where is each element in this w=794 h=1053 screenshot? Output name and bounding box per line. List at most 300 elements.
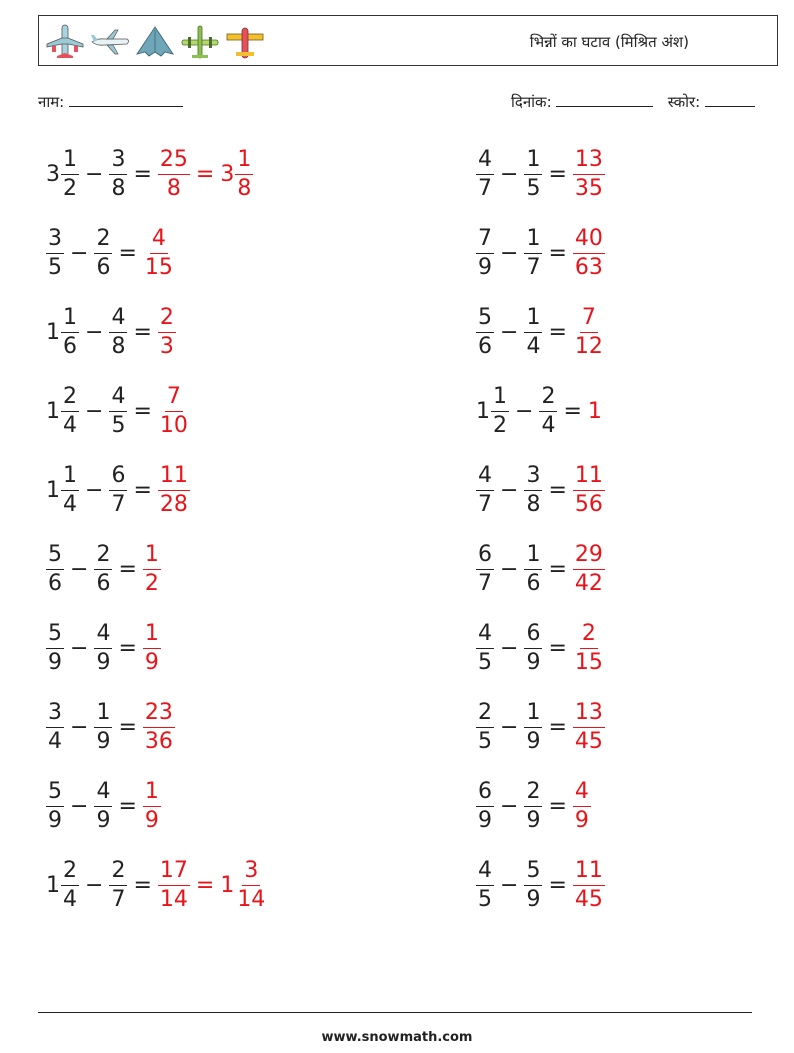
mixed-number (573, 778, 591, 833)
mixed-number (476, 383, 509, 438)
denominator: 8 (166, 175, 181, 201)
denominator: 15 (574, 649, 603, 675)
answer-equals-sign: = (195, 161, 215, 187)
mixed-number (476, 304, 494, 359)
numerator: 13 (573, 149, 605, 175)
equals-sign: = (118, 635, 137, 661)
denominator: 7 (478, 175, 492, 201)
answer-equals-sign: = (195, 872, 215, 898)
minus-sign: − (500, 319, 519, 345)
equals-sign: = (118, 556, 137, 582)
fraction (94, 778, 112, 833)
numerator: 3 (46, 702, 64, 728)
problem-item (476, 143, 605, 205)
denominator: 9 (526, 807, 541, 833)
mixed-number (573, 462, 605, 517)
fraction (524, 620, 542, 675)
fraction (524, 304, 542, 359)
numerator: 2 (539, 386, 557, 412)
equals-sign: = (548, 793, 567, 819)
date-score-fields (511, 92, 755, 112)
fraction (573, 620, 605, 675)
numerator: 7 (165, 386, 183, 412)
equals-sign: = (548, 556, 567, 582)
equals-sign: = (133, 872, 152, 898)
equals-sign: = (548, 161, 567, 187)
equals-sign: = (118, 240, 137, 266)
denominator: 4 (63, 412, 77, 438)
fraction (143, 778, 161, 833)
denominator: 63 (574, 254, 603, 280)
equals-sign: = (548, 477, 567, 503)
mixed-number (573, 620, 605, 675)
problem-item (476, 617, 605, 679)
denominator: 9 (96, 728, 111, 754)
fraction (109, 383, 127, 438)
answer (143, 620, 161, 675)
numerator: 2 (94, 228, 112, 254)
mixed-number (476, 462, 494, 517)
fraction (158, 383, 190, 438)
fraction (143, 699, 175, 754)
denominator: 7 (478, 570, 492, 596)
fraction (476, 225, 494, 280)
fraction (61, 462, 79, 517)
numerator: 3 (46, 228, 64, 254)
answer (158, 857, 267, 912)
numerator: 17 (158, 860, 190, 886)
minus-sign: − (500, 793, 519, 819)
numerator: 1 (143, 623, 161, 649)
mixed-number (94, 541, 112, 596)
problem-item (46, 775, 161, 837)
answer (573, 146, 605, 201)
denominator: 9 (48, 649, 62, 675)
mixed-number (46, 699, 64, 754)
minus-sign: − (500, 240, 519, 266)
numerator: 2 (580, 623, 598, 649)
denominator: 6 (63, 333, 77, 359)
numerator: 1 (524, 544, 542, 570)
jet-plane-icon (89, 22, 131, 62)
answer (158, 146, 253, 201)
denominator: 7 (111, 886, 126, 912)
denominator: 5 (526, 175, 541, 201)
mixed-number (46, 857, 79, 912)
minus-sign: − (70, 240, 89, 266)
problem-item (46, 617, 161, 679)
numerator: 40 (573, 228, 605, 254)
minus-sign: − (85, 161, 104, 187)
equals-sign: = (548, 319, 567, 345)
numerator: 4 (476, 860, 494, 886)
numerator: 1 (491, 386, 509, 412)
equals-sign: = (118, 714, 137, 740)
numerator: 1 (524, 307, 542, 333)
numerator: 2 (476, 702, 494, 728)
answer (143, 699, 175, 754)
numerator: 3 (242, 860, 260, 886)
problem-item (476, 222, 605, 284)
mixed-number (94, 620, 112, 675)
fraction (476, 304, 494, 359)
equals-sign: = (548, 240, 567, 266)
numerator: 2 (158, 307, 176, 333)
answer (573, 304, 605, 359)
minus-sign: − (70, 714, 89, 740)
denominator: 45 (574, 728, 603, 754)
denominator: 5 (111, 412, 126, 438)
minus-sign: − (85, 398, 104, 424)
numerator: 5 (46, 623, 64, 649)
denominator: 4 (63, 491, 77, 517)
problem-item (476, 696, 605, 758)
denominator: 8 (111, 175, 126, 201)
footer-url: www.snowmath.com (321, 1030, 473, 1045)
numerator: 4 (109, 386, 127, 412)
mixed-number (109, 304, 127, 359)
numerator: 2 (61, 386, 79, 412)
fraction (573, 699, 605, 754)
numerator: 5 (524, 860, 542, 886)
denominator: 7 (478, 491, 492, 517)
fraction (573, 304, 605, 359)
denominator: 2 (63, 175, 77, 201)
equals-sign: = (548, 635, 567, 661)
name-field (38, 92, 183, 112)
whole-part: 3 (220, 161, 235, 187)
fraction (476, 620, 494, 675)
minus-sign: − (85, 319, 104, 345)
denominator: 9 (526, 728, 541, 754)
numerator: 5 (46, 781, 64, 807)
answer (158, 383, 190, 438)
numerator: 29 (573, 544, 605, 570)
minus-sign: − (70, 635, 89, 661)
problem-item (46, 143, 253, 205)
fraction (158, 146, 190, 201)
denominator: 8 (237, 175, 252, 201)
denominator: 4 (541, 412, 556, 438)
fraction (61, 857, 79, 912)
minus-sign: − (70, 793, 89, 819)
fraction (524, 462, 542, 517)
answer (158, 304, 176, 359)
answer (573, 225, 605, 280)
fraction (524, 778, 542, 833)
equals-sign: = (563, 398, 582, 424)
fraction (476, 146, 494, 201)
fraction (524, 699, 542, 754)
fraction (94, 620, 112, 675)
equals-sign: = (548, 872, 567, 898)
minus-sign: − (500, 477, 519, 503)
answer (143, 541, 161, 596)
denominator: 8 (111, 333, 126, 359)
fraction (61, 383, 79, 438)
numerator: 11 (573, 465, 605, 491)
minus-sign: − (500, 872, 519, 898)
numerator: 6 (476, 781, 494, 807)
fraction (46, 225, 64, 280)
equals-sign: = (133, 161, 152, 187)
denominator: 9 (526, 649, 541, 675)
name-blank[interactable] (69, 92, 183, 107)
numerator: 6 (524, 623, 542, 649)
denominator: 5 (478, 649, 492, 675)
equals-sign: = (133, 477, 152, 503)
minus-sign: − (500, 635, 519, 661)
numerator: 1 (143, 544, 161, 570)
fraction (94, 225, 112, 280)
mixed-number (573, 699, 605, 754)
mixed-number (46, 620, 64, 675)
denominator: 9 (478, 254, 492, 280)
score-blank[interactable] (705, 92, 755, 107)
whole-part: 1 (476, 398, 490, 424)
mixed-number (476, 225, 494, 280)
denominator: 7 (111, 491, 126, 517)
denominator: 3 (159, 333, 174, 359)
fraction (573, 541, 605, 596)
denominator: 10 (159, 412, 188, 438)
answer (573, 699, 605, 754)
denominator: 5 (48, 254, 62, 280)
fraction (143, 620, 161, 675)
numerator: 1 (143, 781, 161, 807)
cargo-plane-icon (225, 22, 265, 62)
numerator: 4 (476, 623, 494, 649)
fraction (61, 146, 79, 201)
answer (573, 857, 605, 912)
plane-icons (45, 22, 265, 62)
denominator: 9 (144, 649, 159, 675)
numerator: 25 (158, 149, 190, 175)
whole-part: 1 (46, 477, 60, 503)
mixed-number (143, 225, 175, 280)
fraction (476, 462, 494, 517)
denominator: 35 (574, 175, 603, 201)
mixed-number (573, 304, 605, 359)
answer (588, 399, 602, 424)
problem-item (476, 301, 605, 363)
numerator: 4 (150, 228, 168, 254)
fraction (476, 541, 494, 596)
fraction (476, 778, 494, 833)
denominator: 14 (237, 886, 266, 912)
date-blank[interactable] (556, 92, 653, 107)
propeller-plane-icon (179, 22, 221, 62)
minus-sign: − (85, 477, 104, 503)
numerator: 13 (573, 702, 605, 728)
problem-item (476, 854, 605, 916)
numerator: 4 (94, 781, 112, 807)
score-label: स्कोर: (667, 93, 701, 111)
equals-sign: = (133, 398, 152, 424)
answer-whole: 1 (587, 398, 602, 424)
numerator: 1 (524, 702, 542, 728)
minus-sign: − (515, 398, 534, 424)
problem-item (46, 538, 161, 600)
mixed-number (158, 146, 190, 201)
numerator: 1 (524, 228, 542, 254)
mixed-number (524, 778, 542, 833)
answer (573, 462, 605, 517)
numerator: 4 (476, 149, 494, 175)
numerator: 4 (476, 465, 494, 491)
denominator: 2 (144, 570, 159, 596)
denominator: 36 (144, 728, 173, 754)
numerator: 23 (143, 702, 175, 728)
mixed-number (220, 146, 253, 201)
equals-sign: = (133, 319, 152, 345)
problem-item (46, 459, 190, 521)
fraction (109, 462, 127, 517)
fraction (46, 778, 64, 833)
fraction (94, 699, 112, 754)
name-label: नाम: (38, 93, 65, 111)
mixed-number (143, 620, 161, 675)
denominator: 8 (526, 491, 541, 517)
fraction (476, 857, 494, 912)
denominator: 56 (574, 491, 603, 517)
numerator: 5 (46, 544, 64, 570)
minus-sign: − (500, 161, 519, 187)
answer (573, 778, 591, 833)
mixed-number (573, 146, 605, 201)
answer (573, 620, 605, 675)
worksheet-title: भिन्नों का घटाव (मिश्रित अंश) (529, 33, 689, 51)
answer (573, 541, 605, 596)
fraction (143, 541, 161, 596)
numerator: 1 (61, 465, 79, 491)
denominator: 9 (96, 649, 111, 675)
fraction (491, 383, 509, 438)
minus-sign: − (500, 714, 519, 740)
fraction (573, 146, 605, 201)
mixed-number (573, 857, 605, 912)
mixed-number (524, 857, 542, 912)
mixed-number (158, 462, 190, 517)
denominator: 42 (574, 570, 603, 596)
problem-item (476, 459, 605, 521)
numerator: 7 (580, 307, 598, 333)
numerator: 2 (94, 544, 112, 570)
fraction (235, 857, 267, 912)
mixed-number (524, 699, 542, 754)
answer (158, 462, 190, 517)
mixed-number (46, 225, 64, 280)
numerator: 6 (109, 465, 127, 491)
fraction (158, 857, 190, 912)
problem-item (46, 380, 190, 442)
mixed-number (524, 541, 542, 596)
mixed-number (573, 541, 605, 596)
problem-item (476, 775, 591, 837)
mixed-number (476, 541, 494, 596)
whole-part: 1 (220, 872, 235, 898)
fraction (573, 778, 591, 833)
answer (143, 225, 175, 280)
fraction (94, 541, 112, 596)
numerator: 4 (94, 623, 112, 649)
numerator: 3 (109, 149, 127, 175)
mixed-number (476, 857, 494, 912)
mixed-number (158, 383, 190, 438)
mixed-number (109, 857, 127, 912)
numerator: 11 (573, 860, 605, 886)
numerator: 2 (524, 781, 542, 807)
problem-item (476, 380, 602, 442)
denominator: 6 (96, 570, 111, 596)
mixed-number (94, 699, 112, 754)
numerator: 2 (109, 860, 127, 886)
fraction (61, 304, 79, 359)
numerator: 7 (476, 228, 494, 254)
numerator: 3 (524, 465, 542, 491)
fraction (573, 857, 605, 912)
numerator: 1 (524, 149, 542, 175)
denominator: 9 (526, 886, 541, 912)
numerator: 1 (235, 149, 253, 175)
header-box (38, 15, 778, 66)
equals-sign: = (548, 714, 567, 740)
mixed-number (539, 383, 557, 438)
denominator: 9 (574, 807, 589, 833)
mixed-number (143, 699, 175, 754)
mixed-number (46, 541, 64, 596)
mixed-number (46, 304, 79, 359)
denominator: 4 (526, 333, 541, 359)
denominator: 6 (48, 570, 62, 596)
mixed-number (109, 462, 127, 517)
denominator: 6 (478, 333, 492, 359)
minus-sign: − (85, 872, 104, 898)
denominator: 5 (478, 886, 492, 912)
mixed-number (524, 146, 542, 201)
fraction (46, 699, 64, 754)
fraction (46, 541, 64, 596)
mixed-number (476, 146, 494, 201)
mixed-number (109, 383, 127, 438)
mixed-number (46, 462, 79, 517)
airliner-icon (45, 22, 85, 62)
denominator: 12 (574, 333, 603, 359)
footer-divider (38, 1012, 752, 1013)
numerator: 2 (61, 860, 79, 886)
whole-part: 1 (46, 398, 60, 424)
mixed-number (46, 778, 64, 833)
mixed-number (94, 778, 112, 833)
fraction (524, 857, 542, 912)
numerator: 5 (476, 307, 494, 333)
fraction (158, 462, 190, 517)
denominator: 5 (478, 728, 492, 754)
denominator: 4 (48, 728, 62, 754)
problem-item (46, 301, 176, 363)
denominator: 14 (159, 886, 188, 912)
stealth-bomber-icon (135, 22, 175, 62)
mixed-number (476, 699, 494, 754)
mixed-number (46, 146, 79, 201)
denominator: 4 (63, 886, 77, 912)
denominator: 15 (144, 254, 173, 280)
mixed-number (524, 462, 542, 517)
fraction (539, 383, 557, 438)
numerator: 6 (476, 544, 494, 570)
numerator: 11 (158, 465, 190, 491)
mixed-number (46, 383, 79, 438)
